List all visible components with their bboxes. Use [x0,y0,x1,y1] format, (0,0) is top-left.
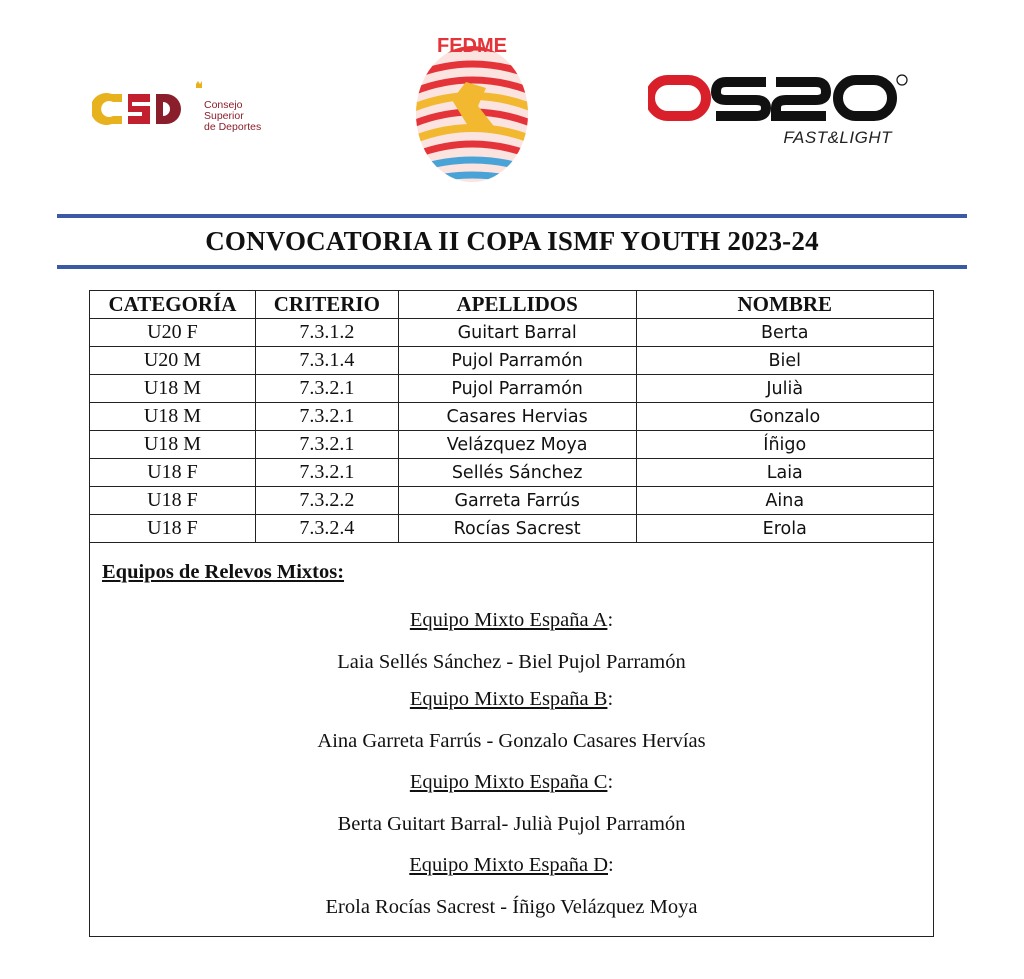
cell-nombre: Íñigo [636,431,934,459]
cell-nombre: Biel [636,347,934,375]
cell-nombre: Gonzalo [636,403,934,431]
relay-teams-heading: Equipos de Relevos Mixtos: [102,561,345,583]
cell-apellidos: Garreta Farrús [398,487,636,515]
header-categoria: CATEGORÍA [90,291,256,319]
title-rule-bottom [57,265,967,269]
cell-apellidos: Velázquez Moya [398,431,636,459]
csd-line-1: Consejo [204,99,243,111]
cell-apellidos: Guitart Barral [398,319,636,347]
team-c-label: Equipo Mixto España C: [409,771,614,793]
csd-line-3: de Deportes [204,121,262,133]
cell-criterio: 7.3.2.1 [255,431,398,459]
cell-categoria: U20 F [90,319,256,347]
team-c-members: Berta Guitart Barral- Julià Pujol Parramón [337,813,686,835]
os2o-wordmark-icon [648,72,910,128]
table-row [90,515,934,543]
header-apellidos: APELLIDOS [398,291,636,319]
cell-categoria: U18 M [90,403,256,431]
table-header-row [90,291,934,319]
cell-nombre: Laia [636,459,934,487]
team-b-members: Aina Garreta Farrús - Gonzalo Casares Hervías [317,730,706,752]
cell-criterio: 7.3.1.2 [255,319,398,347]
cell-criterio: 7.3.1.4 [255,347,398,375]
page-title: CONVOCATORIA II COPA ISMF YOUTH 2023-24 [205,226,819,256]
cell-categoria: U18 M [90,431,256,459]
cell-categoria: U18 M [90,375,256,403]
csd-line-2: Superior [204,110,244,122]
os2o-logo [648,72,910,152]
csd-logo-text [204,100,261,133]
cell-categoria: U18 F [90,459,256,487]
cell-nombre: Julià [636,375,934,403]
table-row [90,487,934,515]
team-b-name: Equipo Mixto España B [409,688,608,710]
table-row [90,347,934,375]
cell-apellidos: Casares Hervias [398,403,636,431]
cell-categoria: U18 F [90,515,256,543]
team-a-name: Equipo Mixto España A [409,609,608,631]
cell-apellidos: Pujol Parramón [398,347,636,375]
cell-apellidos: Rocías Sacrest [398,515,636,543]
cell-apellidos: Sellés Sánchez [398,459,636,487]
team-b-label: Equipo Mixto España B: [409,688,614,710]
cell-apellidos: Pujol Parramón [398,375,636,403]
cell-categoria: U18 F [90,487,256,515]
title-rule-top [57,214,967,218]
cell-nombre: Erola [636,515,934,543]
cell-criterio: 7.3.2.1 [255,403,398,431]
cell-criterio: 7.3.2.2 [255,487,398,515]
table-row [90,319,934,347]
os2o-tagline: FAST&LIGHT [783,128,892,147]
table-row [90,375,934,403]
team-d-members: Erola Rocías Sacrest - Íñigo Velázquez Moya [325,896,698,918]
team-d-label: Equipo Mixto España D: [409,854,614,876]
table-row [90,459,934,487]
team-a-label: Equipo Mixto España A: [409,609,614,631]
fedme-fingerprint-icon [408,22,538,184]
team-a-members: Laia Sellés Sánchez - Biel Pujol Parramón [337,651,686,673]
table-row [90,431,934,459]
fedme-wordmark: FEDME [437,35,507,57]
csd-logo [92,78,272,138]
cell-categoria: U20 M [90,347,256,375]
cell-criterio: 7.3.2.4 [255,515,398,543]
fedme-logo [408,22,538,184]
header-nombre: NOMBRE [636,291,934,319]
cell-criterio: 7.3.2.1 [255,375,398,403]
csd-emblem-icon [92,78,202,138]
cell-criterio: 7.3.2.1 [255,459,398,487]
header-criterio: CRITERIO [255,291,398,319]
team-d-name: Equipo Mixto España D [409,854,608,876]
table-row [90,403,934,431]
roster-table [89,290,934,543]
cell-nombre: Aina [636,487,934,515]
cell-nombre: Berta [636,319,934,347]
team-c-name: Equipo Mixto España C [409,771,608,793]
